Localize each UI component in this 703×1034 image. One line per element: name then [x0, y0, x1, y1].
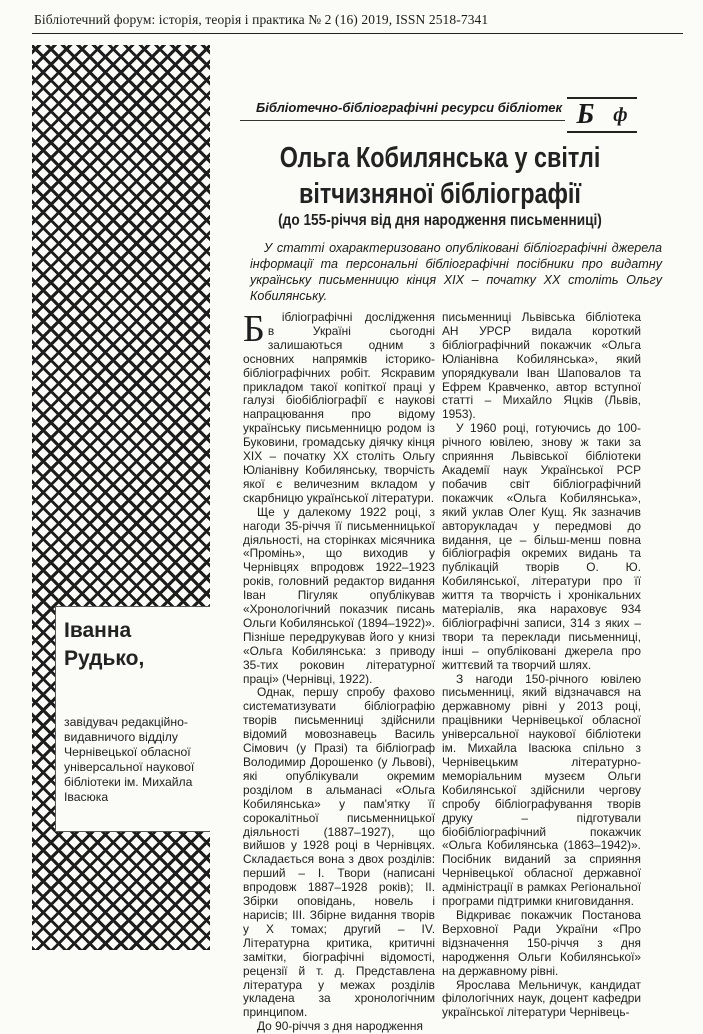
running-header: Бібліотечний форум: історія, теорія і практика № 2 (16) 2019, ISSN 2518-7341 [34, 12, 489, 27]
section-rule [240, 120, 565, 121]
paragraph-text: ібліографічні дослідження в Україні сьогодні залишаються одним з основних напрямків історико-бібліографічних робіт. Яскравим прикладом такої копіткої праці у галузі біобібліографії є наукові напрацювання про відому українську письменницю родом із Буковини, громадську діячку кінця ХІХ – початку ХХ століть Ольгу Юліанівну Кобилянську, творчість якої є величезним вкладом у скарбницю української літератури. [243, 310, 435, 505]
paragraph: З нагоди 150-річного ювілею письменниці, який відзначався на державному рівні у 2013 році, працівники Чернівецької обласної універсальної наукової бібліотеки ім. Михайла Івасюка спільно з Чернівецьким літературно-меморіальним музеєм Ольги Кобилянської здійснили чергову спробу бібліографування творів друку – підготували біобібліографічний покажчик «Ольга Кобилянська (1863–1942)». Посібник виданий за сприяння Чернівецької обласної державної адміністрації в рамках Регіональної програми підтримки книговидання. [442, 671, 641, 909]
drop-cap: Б [243, 308, 265, 350]
author-name-first: Іванна [64, 619, 132, 642]
body-column-2 [442, 311, 641, 1020]
header-rule [32, 33, 683, 34]
logo-letter-f: ф [613, 103, 628, 126]
paragraph: У 1960 році, готуючись до 100-річного ювілею, знову ж таки за сприяння Львівської бібліотеки Академії наук Української РСР побачив світ бібліографічний покажчик «Ольга Кобилянська», який уклав Олег Кущ. Як зазначив авторукладач у передмові до видання, це – більш-менш повна бібліографія окремих видань та публікацій творів О. Ю. Кобилянської, літератури про її життя та творчість і хронікальних матеріалів, яка нараховує 934 бібліографічні записи, 314 з яких – твори та переклади письменниці, інші – опубліковані джерела про життєвий та творчий шлях. [442, 421, 641, 672]
paragraph [243, 308, 435, 506]
title-line-2: вітчизняної бібліографії [298, 178, 581, 210]
article-abstract: У статті охарактеризовано опубліковані бібліографічні джерела інформації та персональні бібліографічні посібники про видатну українську письменницю кінця ХІХ – початку ХХ століть Ольгу Кобилянську. [250, 241, 662, 303]
section-label: Бібліотечно-бібліографічні ресурси бібліотек [256, 100, 563, 115]
author-affiliation: завідувач редакційно-видавничого відділу Чернівецької обласної універсальної наукової бібліотеки ім. Михайла Івасюка [64, 715, 195, 804]
paragraph: письменниці Львівська бібліотека АН УРСР видала короткий бібліографічний покажчик «Ольга Юліанівна Кобилянська», який упорядкували Іван Шаповалов та Ефрем Кравченко, автор вступної статті – Михайло Яцків (Львів, 1953). [442, 310, 641, 422]
paragraph: Ярослава Мельничук, кандидат філологічних наук, доцент кафедри української літератури Чернівець- [442, 977, 641, 1020]
body-column-1 [243, 308, 435, 1034]
author-name-last: Рудько, [64, 647, 145, 670]
paragraph: До 90-річчя з дня народження [257, 1019, 423, 1034]
paragraph: Відкриває покажчик Постанова Верховної Ради України «Про відзначення 150-річчя з дня народження Ольги Кобилянської» на державному рівні. [442, 907, 641, 978]
title-line-1: Ольга Кобилянська у світлі [279, 142, 601, 174]
logo-letter-b: Б [576, 99, 595, 130]
article-subtitle: (до 155-річчя від дня народження письменниці) [278, 212, 602, 229]
journal-logo [567, 97, 637, 133]
article-title [276, 140, 604, 212]
paragraph: Ще у далекому 1922 році, з нагоди 35-річчя її письменницької діяльності, на сторінках місячника «Промінь», що виходив у Чернівцях впродовж 1922–1923 років, головний редактор видання Іван Пігуляк опублікував «Хронологічний показчик писань Ольги Кобилянської (1894–1922)». Пізніше передрукував його у книзі «Ольга Кобилянська: з приводу 35-тих роковин літературної праці» (Чернівці, 1922). [243, 504, 435, 686]
author-box [55, 606, 210, 832]
paragraph: Однак, першу спробу фахово систематизувати бібліографію творів письменниці здійснили відомий мовознавець Василь Сімович (у Празі) та бібліограф Володимир Дорошенко (у Львові), які опублікували окремим розділом в альманасі «Ольга Кобилянська» у пам'ятку її сорокалітньої письменницької діяльності (1887–1927), що вийшов у 1928 році в Чернівцях. Складається вона з двох розділів: перший – І. Твори (написані впродовж 1887–1928 років); ІІ. Збірки оповідань, новель і нарисів; ІІІ. Збірне видання творів у Х томах; другий – IV. Літературна критика, критичні замітки, біографічні відомості, рецензії й т. д. Представлена література у межах розділів укладена за хронологічним принципом. [243, 685, 435, 1020]
author-name [64, 617, 210, 673]
